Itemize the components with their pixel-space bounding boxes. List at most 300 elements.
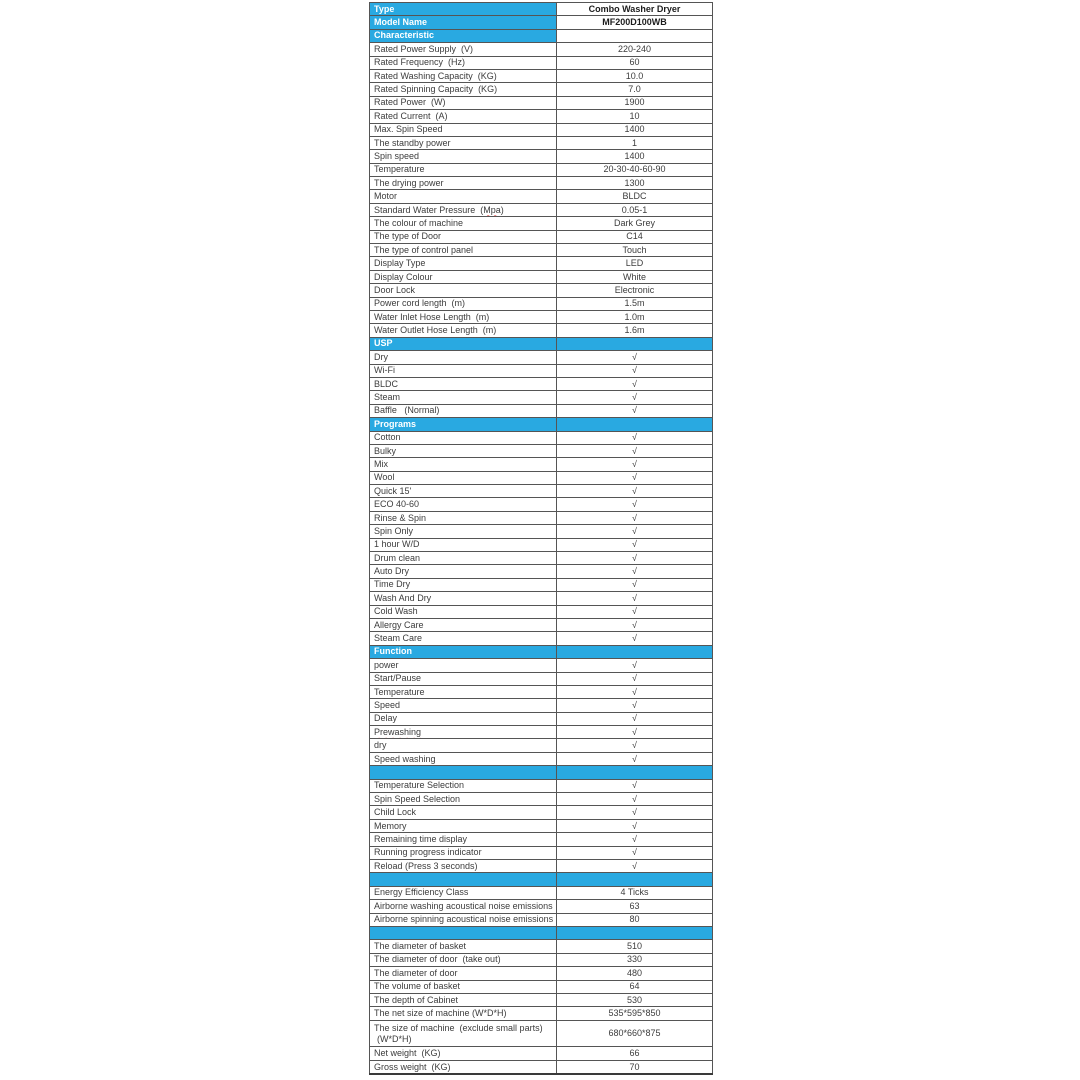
spec-value-cell: 7.0	[557, 83, 713, 96]
spec-label: The type of control panel	[374, 244, 474, 255]
spec-value-cell: √	[557, 592, 713, 605]
spec-value-cell: √	[557, 605, 713, 618]
spec-value-cell: √	[557, 712, 713, 725]
spec-label: 1 hour W/D	[374, 539, 420, 550]
spec-label-cell	[370, 833, 557, 846]
spec-row	[370, 83, 713, 96]
spec-label: Airborne washing acoustical noise emissions	[374, 900, 553, 911]
spec-label: Allergy Care	[374, 619, 424, 630]
spec-label: Prewashing	[374, 726, 422, 737]
spec-row	[370, 739, 713, 752]
spec-label-cell	[370, 552, 557, 565]
spec-value-cell: 510	[557, 940, 713, 953]
spec-row	[370, 217, 713, 230]
spec-value-cell: C14	[557, 230, 713, 243]
spec-row	[370, 364, 713, 377]
spec-row	[370, 1020, 713, 1047]
spec-label: BLDC	[374, 378, 399, 389]
spec-label: The drying power	[374, 177, 444, 188]
spec-value-cell: √	[557, 444, 713, 457]
spec-row	[370, 110, 713, 123]
spec-label-cell	[370, 270, 557, 283]
spec-value-cell: 680*660*875	[557, 1020, 713, 1047]
section-filler-cell	[557, 926, 713, 939]
spec-value-cell: √	[557, 471, 713, 484]
spec-row	[370, 391, 713, 404]
spec-label: Max. Spin Speed	[374, 124, 443, 135]
spec-label: Temperature	[374, 164, 425, 175]
spec-label: Power cord length (m)	[374, 298, 466, 309]
kv-label-cell	[370, 16, 557, 29]
spec-label-cell	[370, 726, 557, 739]
spec-label-cell	[370, 458, 557, 471]
spec-label: Model Name	[374, 17, 428, 28]
spec-value-cell: √	[557, 846, 713, 859]
spec-label-line: The size of machine (exclude small parts)	[374, 1022, 543, 1033]
spec-label: Running progress indicator	[374, 847, 482, 858]
kv-header-row	[370, 16, 713, 29]
spec-value-cell: √	[557, 391, 713, 404]
spec-label-cell	[370, 752, 557, 765]
spec-row	[370, 471, 713, 484]
spec-label: Wi-Fi	[374, 365, 395, 376]
spec-value-cell: √	[557, 511, 713, 524]
spec-label-cell	[370, 136, 557, 149]
spec-label: Water Inlet Hose Length (m)	[374, 311, 490, 322]
spec-label-cell	[370, 404, 557, 417]
spec-label-cell	[370, 980, 557, 993]
spec-row	[370, 940, 713, 953]
spec-row	[370, 485, 713, 498]
spec-label: Rated Power (W)	[374, 97, 446, 108]
spec-value-cell: √	[557, 685, 713, 698]
spec-label-cell	[370, 96, 557, 109]
spec-label-cell	[370, 659, 557, 672]
spec-row	[370, 177, 713, 190]
spec-row	[370, 605, 713, 618]
spec-table-body	[370, 3, 713, 1075]
section-title-cell	[370, 926, 557, 939]
section-title-cell	[370, 337, 557, 350]
spec-value-cell: √	[557, 498, 713, 511]
section-header-row	[370, 29, 713, 42]
spec-table	[369, 2, 713, 1075]
spec-label-cell	[370, 257, 557, 270]
spec-row	[370, 578, 713, 591]
spec-row	[370, 525, 713, 538]
spec-row	[370, 377, 713, 390]
spec-label: The net size of machine (W*D*H)	[374, 1007, 507, 1018]
section-header-row	[370, 926, 713, 939]
spec-label-cell	[370, 310, 557, 323]
spec-label: Airborne spinning acoustical noise emissions	[374, 914, 554, 925]
spec-label-cell	[370, 297, 557, 310]
spec-value-cell: √	[557, 404, 713, 417]
spec-label: ECO 40-60	[374, 499, 420, 510]
spec-value-cell: LED	[557, 257, 713, 270]
spec-label-cell	[370, 900, 557, 913]
spec-label-cell	[370, 110, 557, 123]
spec-label-cell	[370, 203, 557, 216]
spec-label-cell	[370, 83, 557, 96]
section-title-cell	[370, 766, 557, 779]
spec-value-cell: 60	[557, 56, 713, 69]
spec-label-cell	[370, 953, 557, 966]
spec-value-cell: Electronic	[557, 284, 713, 297]
spec-value-cell: √	[557, 833, 713, 846]
spec-value-cell: √	[557, 779, 713, 792]
spec-label-cell	[370, 819, 557, 832]
spec-value-cell: 530	[557, 993, 713, 1006]
spec-label-cell	[370, 846, 557, 859]
section-title-cell	[370, 873, 557, 886]
spec-label-cell	[370, 592, 557, 605]
spec-label: Mix	[374, 458, 388, 469]
spec-label: Dry	[374, 351, 388, 362]
spec-row	[370, 565, 713, 578]
spec-row	[370, 458, 713, 471]
spec-label-cell	[370, 498, 557, 511]
spec-row	[370, 632, 713, 645]
spec-label: Memory	[374, 820, 407, 831]
spec-label: Spin speed	[374, 150, 420, 161]
spec-row	[370, 552, 713, 565]
spec-row	[370, 1047, 713, 1060]
spec-row	[370, 498, 713, 511]
spec-label-cell	[370, 485, 557, 498]
spec-row	[370, 833, 713, 846]
spec-row	[370, 511, 713, 524]
spec-label-cell	[370, 1060, 557, 1074]
spec-value-cell: √	[557, 752, 713, 765]
spec-label-cell	[370, 217, 557, 230]
spec-label: dry	[374, 740, 387, 751]
spec-label: Characteristic	[374, 30, 435, 41]
spec-label: Standard Water Pressure (Mpa)	[374, 204, 504, 215]
spec-value-cell: √	[557, 632, 713, 645]
spec-label-cell	[370, 351, 557, 364]
spec-row	[370, 56, 713, 69]
spec-label-cell	[370, 605, 557, 618]
spec-label-cell	[370, 712, 557, 725]
spec-label-cell	[370, 471, 557, 484]
spec-label: Quick 15'	[374, 485, 412, 496]
spec-label-cell	[370, 672, 557, 685]
spec-label-cell	[370, 364, 557, 377]
spec-row	[370, 244, 713, 257]
spec-row	[370, 980, 713, 993]
spec-row	[370, 150, 713, 163]
section-filler-cell	[557, 337, 713, 350]
section-header-row	[370, 418, 713, 431]
spec-row	[370, 230, 713, 243]
spec-label: Energy Efficiency Class	[374, 887, 469, 898]
spec-row	[370, 284, 713, 297]
spec-label-cell	[370, 1007, 557, 1020]
spec-row	[370, 444, 713, 457]
spec-row	[370, 96, 713, 109]
spec-value-cell: √	[557, 739, 713, 752]
spec-label-cell	[370, 565, 557, 578]
spec-row	[370, 793, 713, 806]
spec-row	[370, 136, 713, 149]
spec-value-cell: 1.0m	[557, 310, 713, 323]
spec-label-cell	[370, 284, 557, 297]
spec-value-cell: 220-240	[557, 43, 713, 56]
spec-label: The standby power	[374, 137, 451, 148]
spec-label-cell	[370, 444, 557, 457]
spec-row	[370, 726, 713, 739]
spec-row	[370, 819, 713, 832]
spec-label-cell	[370, 940, 557, 953]
spec-value-cell: 0.05-1	[557, 203, 713, 216]
spec-label-cell	[370, 525, 557, 538]
spec-label: Motor	[374, 191, 398, 202]
spec-label: Function	[374, 646, 412, 657]
spec-value-cell: 1	[557, 136, 713, 149]
kv-value-cell: MF200D100WB	[557, 16, 713, 29]
spec-label: Reload (Press 3 seconds)	[374, 860, 478, 871]
spec-row	[370, 69, 713, 82]
spec-label: Bulky	[374, 445, 397, 456]
spec-label: Steam Care	[374, 633, 423, 644]
spec-row	[370, 123, 713, 136]
spec-row	[370, 685, 713, 698]
spec-value-cell: √	[557, 377, 713, 390]
spec-label: Temperature	[374, 686, 425, 697]
spec-value-cell: 1.6m	[557, 324, 713, 337]
spec-label-cell	[370, 377, 557, 390]
spec-row	[370, 953, 713, 966]
spec-label-line: (W*D*H)	[377, 1033, 412, 1044]
spec-label: Gross weight (KG)	[374, 1061, 451, 1072]
spec-label-cell	[370, 150, 557, 163]
spec-label: Steam	[374, 392, 401, 403]
spec-label-cell	[370, 56, 557, 69]
spec-row	[370, 190, 713, 203]
spec-row	[370, 752, 713, 765]
spec-value-cell: 64	[557, 980, 713, 993]
spec-value-cell: 1300	[557, 177, 713, 190]
spec-label: Auto Dry	[374, 566, 410, 577]
spec-row	[370, 270, 713, 283]
spec-value-cell: √	[557, 659, 713, 672]
spec-label: Programs	[374, 418, 417, 429]
spec-label: power	[374, 659, 399, 670]
spec-label: Type	[374, 3, 395, 14]
spec-value-cell: √	[557, 860, 713, 873]
section-filler-cell	[557, 645, 713, 658]
spec-row	[370, 659, 713, 672]
spec-label-cell	[370, 123, 557, 136]
spec-label-cell	[370, 632, 557, 645]
spec-label: Net weight (KG)	[374, 1048, 441, 1059]
kv-value-cell: Combo Washer Dryer	[557, 3, 713, 16]
spec-row	[370, 967, 713, 980]
spec-value-cell: √	[557, 525, 713, 538]
spec-label-cell	[370, 69, 557, 82]
section-filler-cell	[557, 29, 713, 42]
spec-value-cell: √	[557, 538, 713, 551]
spec-label: Display Colour	[374, 271, 433, 282]
section-header-row	[370, 766, 713, 779]
section-title-cell	[370, 645, 557, 658]
spec-row	[370, 297, 713, 310]
kv-header-row	[370, 3, 713, 16]
spec-label: Start/Pause	[374, 673, 422, 684]
spec-value-cell: √	[557, 819, 713, 832]
spec-row	[370, 860, 713, 873]
spec-value-cell: 10	[557, 110, 713, 123]
spec-value-cell: √	[557, 793, 713, 806]
spec-row	[370, 806, 713, 819]
spec-label-cell	[370, 163, 557, 176]
spec-row	[370, 993, 713, 1006]
spec-value-cell: √	[557, 806, 713, 819]
spec-label-cell	[370, 177, 557, 190]
spec-row	[370, 310, 713, 323]
spec-label: The diameter of basket	[374, 941, 467, 952]
spec-label: Rated Spinning Capacity (KG)	[374, 84, 498, 95]
spec-label-cell	[370, 324, 557, 337]
spec-label: Rated Frequency (Hz)	[374, 57, 466, 68]
spec-value-cell: 20-30-40-60-90	[557, 163, 713, 176]
section-filler-cell	[557, 418, 713, 431]
spec-value-cell: √	[557, 351, 713, 364]
spec-label: Child Lock	[374, 807, 417, 818]
spec-value-cell: √	[557, 458, 713, 471]
spec-label-cell	[370, 43, 557, 56]
spec-label-cell	[370, 860, 557, 873]
spec-value-cell: √	[557, 364, 713, 377]
spec-row	[370, 351, 713, 364]
section-filler-cell	[557, 873, 713, 886]
spec-value-cell: 535*595*850	[557, 1007, 713, 1020]
spec-label: Time Dry	[374, 579, 411, 590]
spec-label: Speed washing	[374, 753, 436, 764]
spec-label: Rated Washing Capacity (KG)	[374, 70, 497, 81]
spec-value-cell: √	[557, 699, 713, 712]
spec-label: The diameter of door (take out)	[374, 954, 501, 965]
spec-label: Rinse & Spin	[374, 512, 427, 523]
spec-row	[370, 712, 713, 725]
spec-label-cell	[370, 578, 557, 591]
section-header-row	[370, 337, 713, 350]
spec-label-cell	[370, 1020, 557, 1047]
spec-label-cell	[370, 967, 557, 980]
spec-row	[370, 257, 713, 270]
spec-value-cell: √	[557, 672, 713, 685]
kv-label-cell	[370, 3, 557, 16]
spec-label-cell	[370, 618, 557, 631]
spec-label-cell	[370, 993, 557, 1006]
spec-row	[370, 886, 713, 899]
spec-row	[370, 324, 713, 337]
spec-label-cell	[370, 793, 557, 806]
spec-label: Delay	[374, 713, 398, 724]
spec-value-cell: 480	[557, 967, 713, 980]
spec-label: Display Type	[374, 258, 426, 269]
spec-label-cell	[370, 1047, 557, 1060]
spec-label: Rated Current (A)	[374, 110, 448, 121]
spec-row	[370, 672, 713, 685]
spec-label: The volume of basket	[374, 981, 461, 992]
spec-row	[370, 900, 713, 913]
spec-label-cell	[370, 779, 557, 792]
spec-label-cell	[370, 913, 557, 926]
spec-value-cell: √	[557, 485, 713, 498]
spec-label: Speed	[374, 700, 401, 710]
spec-row	[370, 1007, 713, 1020]
spec-value-cell: 80	[557, 913, 713, 926]
spec-value-cell: √	[557, 578, 713, 591]
spec-label-cell	[370, 538, 557, 551]
spec-value-cell: √	[557, 726, 713, 739]
spec-row	[370, 43, 713, 56]
spec-label-cell	[370, 431, 557, 444]
spec-value-cell: White	[557, 270, 713, 283]
spec-value-cell: 1400	[557, 123, 713, 136]
spec-label: The colour of machine	[374, 217, 464, 228]
spec-label-cell	[370, 886, 557, 899]
spec-row	[370, 203, 713, 216]
spec-label-cell	[370, 685, 557, 698]
spec-row	[370, 618, 713, 631]
spec-label: Temperature Selection	[374, 780, 465, 791]
spec-row	[370, 592, 713, 605]
spec-value-cell: Dark Grey	[557, 217, 713, 230]
spec-row	[370, 404, 713, 417]
spec-label: Baffle (Normal)	[374, 405, 440, 416]
spec-label-cell	[370, 739, 557, 752]
spec-label: Rated Power Supply (V)	[374, 43, 474, 54]
spec-label: The depth of Cabinet	[374, 994, 459, 1005]
spec-label-cell	[370, 699, 557, 712]
spec-row	[370, 699, 713, 712]
spec-label: USP	[374, 338, 393, 349]
spec-value-cell: 10.0	[557, 69, 713, 82]
spec-value-cell: 1900	[557, 96, 713, 109]
spec-label: Cotton	[374, 432, 401, 443]
spec-label-cell	[370, 190, 557, 203]
spec-value-cell: 66	[557, 1047, 713, 1060]
spec-row	[370, 163, 713, 176]
spec-label-cell	[370, 511, 557, 524]
spec-row	[370, 846, 713, 859]
spec-row	[370, 779, 713, 792]
spec-value-cell: √	[557, 552, 713, 565]
spec-value-cell: √	[557, 565, 713, 578]
spec-label: Wash And Dry	[374, 592, 432, 603]
section-header-row	[370, 645, 713, 658]
spec-value-cell: BLDC	[557, 190, 713, 203]
spec-row	[370, 431, 713, 444]
spec-label: Wool	[374, 472, 395, 483]
spec-label: Water Outlet Hose Length (m)	[374, 325, 497, 336]
spec-label: The diameter of door	[374, 967, 458, 978]
spec-row	[370, 538, 713, 551]
spec-label-cell	[370, 230, 557, 243]
spec-value-cell: 1.5m	[557, 297, 713, 310]
section-filler-cell	[557, 766, 713, 779]
spec-value-cell: 4 Ticks	[557, 886, 713, 899]
section-title-cell	[370, 418, 557, 431]
spec-value-cell: 1400	[557, 150, 713, 163]
spec-value-cell: 70	[557, 1060, 713, 1074]
spec-label-cell	[370, 244, 557, 257]
spec-label: Remaining time display	[374, 833, 468, 844]
spec-label: Cold Wash	[374, 606, 418, 617]
